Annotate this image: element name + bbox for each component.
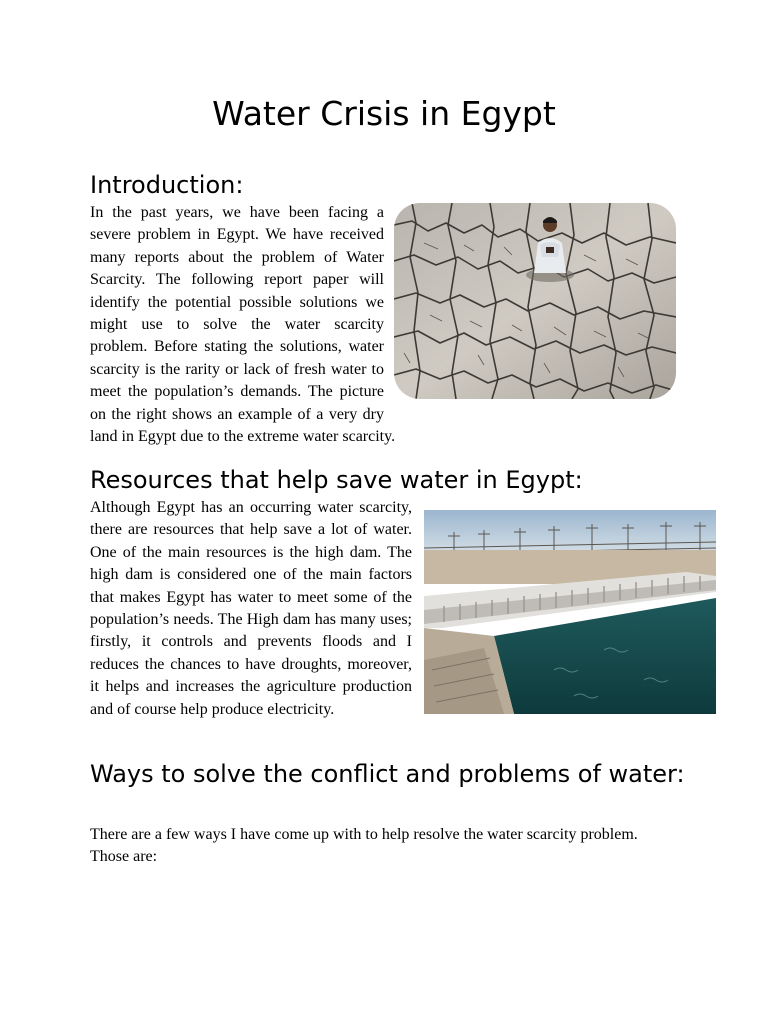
ways-heading: Ways to solve the conflict and problems of water:: [90, 760, 685, 788]
resources-paragraph: Although Egypt has an occurring water scarcity, there are resources that help save a lot of water. One of the main resources is the high dam. The high dam is considered one of the main factors that makes Egypt has water to meet some of the population’s needs. The High dam has many uses; firstly, it controls and prevents floods and I reduces the chances to have droughts, moreover, it helps and increases the agriculture production and of course help produce electricity.: [90, 499, 412, 718]
introduction-paragraph: In the past years, we have been facing a severe problem in Egypt. We have received many reports about the problem of Water Scarcity. The following report paper will identify the potential possible solutions we might use to solve the water scarcity problem. Before stating the solutions, water scarcity is the rarity or lack of fresh water to meet the population’s demands. The picture on the right shows an example of a very dry land in Egypt due to the extreme water scarcity.: [90, 204, 396, 446]
dry-land-photo: [394, 203, 676, 399]
resources-heading: Resources that help save water in Egypt:: [90, 466, 583, 494]
cracked-earth-illustration: [394, 203, 676, 399]
high-dam-photo: [424, 510, 716, 714]
introduction-section: [90, 202, 676, 448]
dam-illustration: [424, 510, 716, 714]
document-title: Water Crisis in Egypt: [212, 94, 556, 133]
introduction-heading: Introduction:: [90, 171, 244, 199]
ways-paragraph: There are a few ways I have come up with to help resolve the water scarcity problem. Those are:: [90, 826, 638, 866]
